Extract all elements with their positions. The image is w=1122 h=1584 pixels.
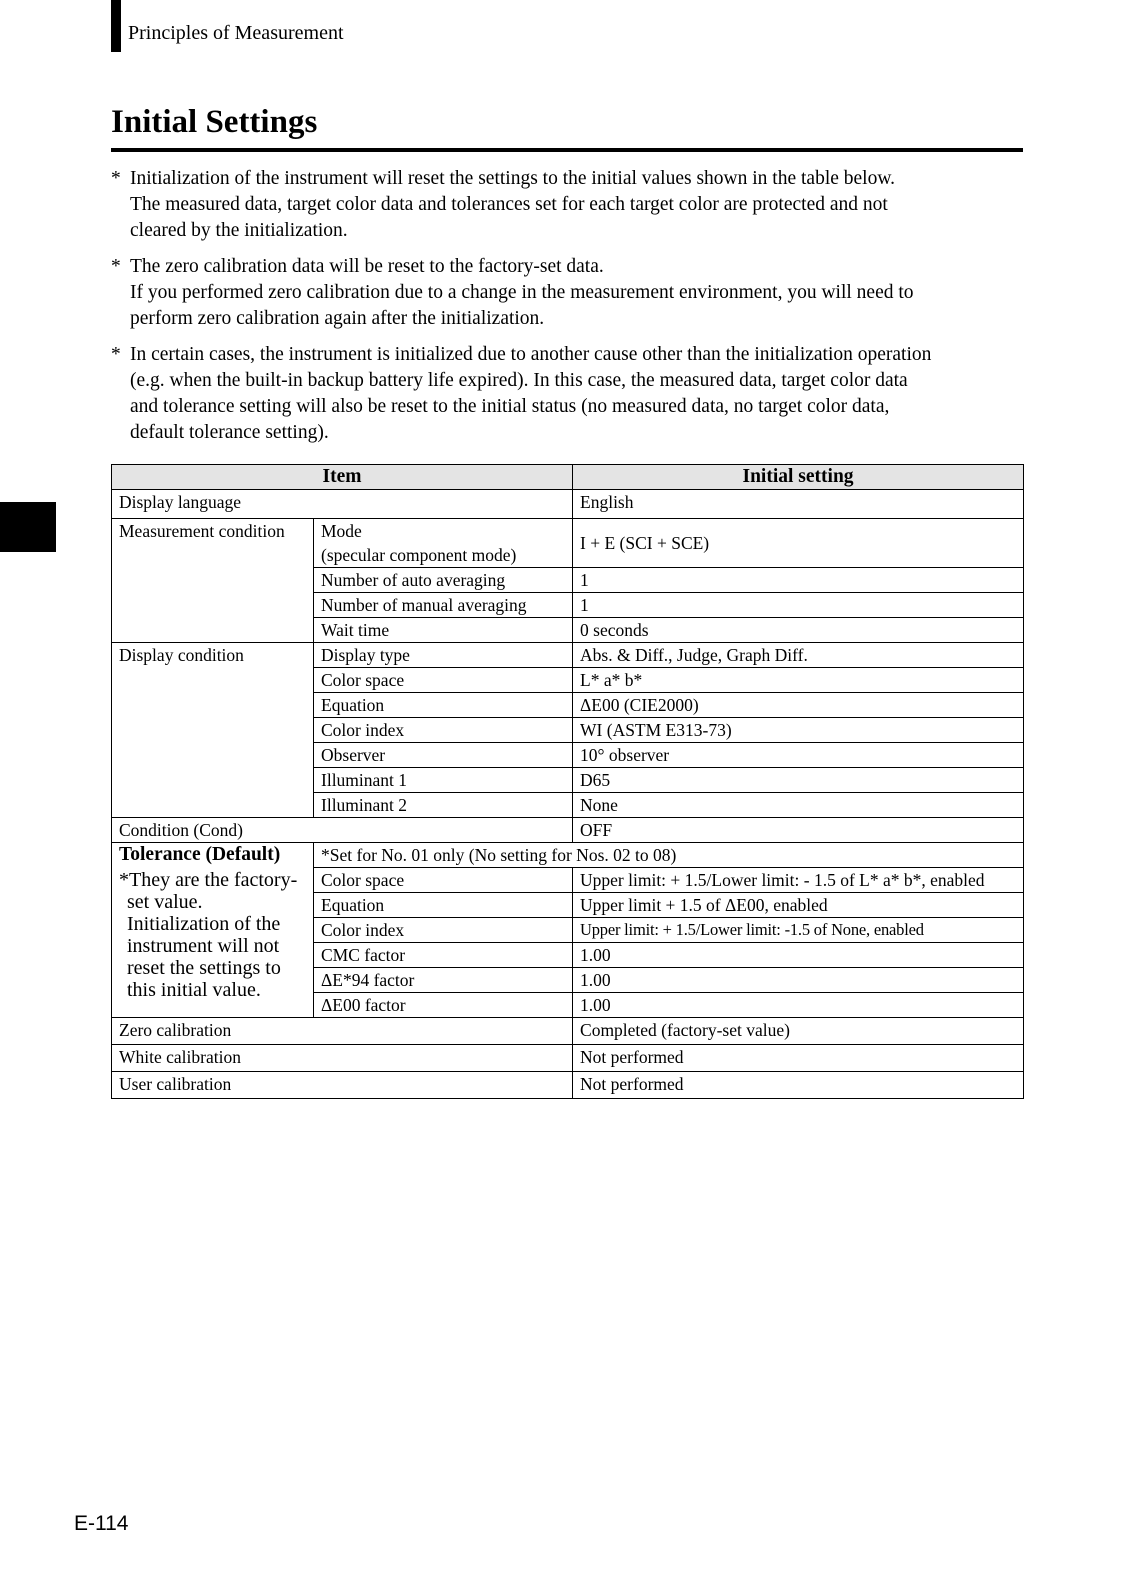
row-sub: ΔE00 factor: [314, 993, 573, 1018]
row-label: Condition (Cond): [112, 818, 573, 843]
row-sub: CMC factor: [314, 943, 573, 968]
row-value: OFF: [573, 818, 1024, 843]
row-value: 1: [573, 593, 1024, 618]
page-title: Initial Settings: [111, 102, 1023, 152]
row-sub: Number of manual averaging: [314, 593, 573, 618]
note-2: [111, 254, 1023, 332]
tolerance-label-cell: [112, 843, 314, 1018]
group-label: Display condition: [112, 643, 314, 818]
row-sub: Equation: [314, 893, 573, 918]
table-row: [112, 843, 1024, 868]
row-sub: Illuminant 1: [314, 768, 573, 793]
note-line: cleared by the initialization.: [130, 220, 348, 241]
group-label: Tolerance (Default): [119, 844, 281, 865]
note-line: perform zero calibration again after the initialization.: [130, 308, 545, 329]
table-row: [112, 490, 1024, 519]
row-value: 0 seconds: [573, 618, 1024, 643]
note-line: (e.g. when the built-in backup battery life expired). In this case, the measured data, target color data: [130, 370, 908, 391]
row-label: White calibration: [112, 1045, 573, 1072]
row-sub: Observer: [314, 743, 573, 768]
table-row: [112, 818, 1024, 843]
table-row: [112, 1045, 1024, 1072]
row-value: D65: [573, 768, 1024, 793]
table-row: [112, 643, 1024, 668]
row-value: Abs. & Diff., Judge, Graph Diff.: [573, 643, 1024, 668]
row-sub: Equation: [314, 693, 573, 718]
header-bar: [111, 0, 121, 52]
row-sub: Color index: [314, 718, 573, 743]
note-line: default tolerance setting).: [130, 422, 329, 443]
note-line: In certain cases, the instrument is initialized due to another cause other than the initialization operation: [130, 344, 932, 365]
table-row: [112, 1072, 1024, 1099]
row-value: Not performed: [573, 1045, 1024, 1072]
row-value: Upper limit: + 1.5/Lower limit: -1.5 of None, enabled: [573, 918, 1024, 943]
table-row: [112, 519, 1024, 568]
note-marker: *: [111, 344, 121, 365]
row-label: Zero calibration: [112, 1018, 573, 1045]
row-sub: Color space: [314, 868, 573, 893]
row-sub: Display type: [314, 643, 573, 668]
page-number: E-114: [74, 1512, 129, 1535]
row-value: English: [573, 490, 1024, 519]
row-value: None: [573, 793, 1024, 818]
row-label: User calibration: [112, 1072, 573, 1099]
row-value: 1.00: [573, 993, 1024, 1018]
row-value: Upper limit + 1.5 of ΔE00, enabled: [573, 893, 1024, 918]
row-sub-line: (specular component mode): [321, 545, 517, 565]
row-value: 10° observer: [573, 743, 1024, 768]
row-sub: [314, 519, 573, 568]
row-value: Completed (factory-set value): [573, 1018, 1024, 1045]
header-initial-setting: Initial setting: [573, 465, 1024, 490]
notes: [111, 166, 1023, 456]
section-header: Principles of Measurement: [128, 22, 344, 44]
row-value: WI (ASTM E313-73): [573, 718, 1024, 743]
note-line: and tolerance setting will also be reset to the initial status (no measured data, no target color data,: [130, 396, 890, 417]
row-sub: Wait time: [314, 618, 573, 643]
row-value: L* a* b*: [573, 668, 1024, 693]
note-line: The measured data, target color data and tolerances set for each target color are protected and not: [130, 194, 888, 215]
table-header-row: [112, 465, 1024, 490]
chapter-tab: [0, 502, 56, 552]
note-3: [111, 342, 1023, 446]
row-sub: Color space: [314, 668, 573, 693]
row-value: Upper limit: + 1.5/Lower limit: - 1.5 of L* a* b*, enabled: [573, 868, 1024, 893]
tolerance-note: *They are the factory-set value. Initialization of the instrument will not reset the settings to this initial value.: [119, 869, 298, 1001]
tolerance-scope: *Set for No. 01 only (No setting for Nos. 02 to 08): [314, 843, 1024, 868]
table-row: [112, 1018, 1024, 1045]
note-1: [111, 166, 1023, 244]
row-value: Not performed: [573, 1072, 1024, 1099]
note-marker: *: [111, 256, 121, 277]
note-line: If you performed zero calibration due to a change in the measurement environment, you will need to: [130, 282, 914, 303]
row-value: 1: [573, 568, 1024, 593]
row-value: ΔE00 (CIE2000): [573, 693, 1024, 718]
row-sub-line: Mode: [321, 521, 362, 541]
row-sub: Illuminant 2: [314, 793, 573, 818]
row-label: Display language: [112, 490, 573, 519]
row-value: 1.00: [573, 943, 1024, 968]
note-line: Initialization of the instrument will reset the settings to the initial values shown in the table below.: [130, 168, 896, 189]
row-value: I + E (SCI + SCE): [573, 519, 1024, 568]
row-value: 1.00: [573, 968, 1024, 993]
row-sub: ΔE*94 factor: [314, 968, 573, 993]
group-label: Measurement condition: [112, 519, 314, 643]
note-marker: *: [111, 168, 121, 189]
initial-settings-table: [111, 464, 1024, 1099]
header-item: Item: [112, 465, 573, 490]
row-sub: Number of auto averaging: [314, 568, 573, 593]
note-line: The zero calibration data will be reset to the factory-set data.: [130, 256, 604, 277]
row-sub: Color index: [314, 918, 573, 943]
